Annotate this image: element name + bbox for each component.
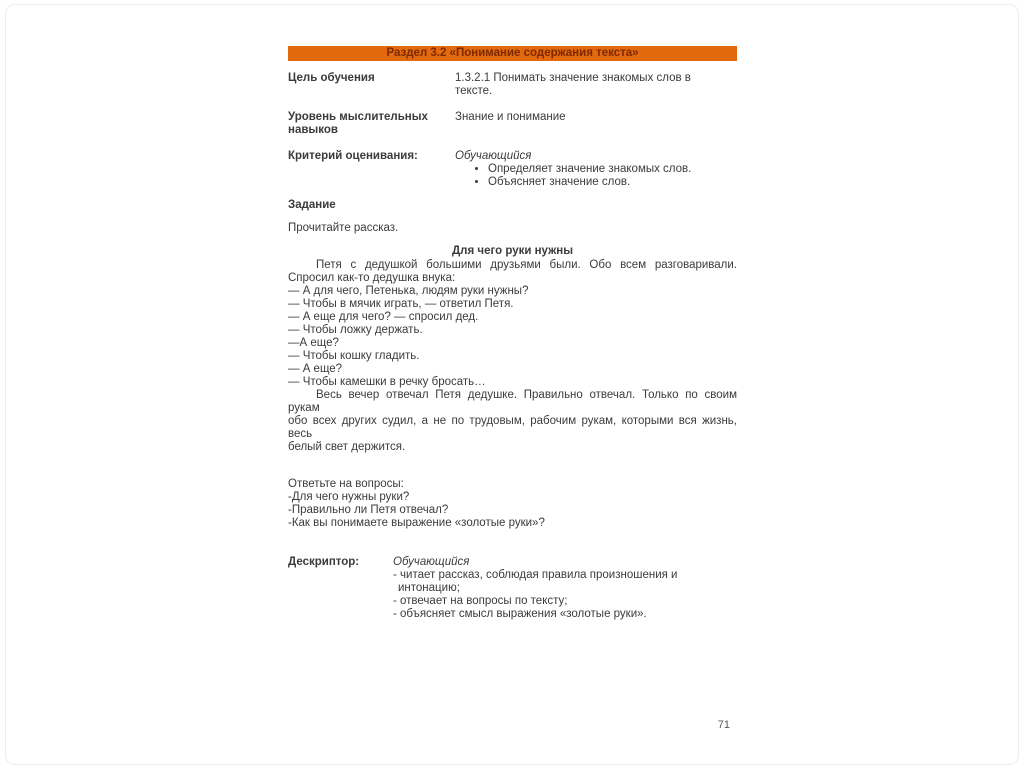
thinking-skills-label: Уровень мыслительных навыков [288,111,428,136]
questions-intro: Ответьте на вопросы: [288,478,404,490]
assessment-criteria-label: Критерий оценивания: [288,150,418,162]
story-text [288,259,737,454]
meta-row-assessment-criteria [288,150,737,189]
descriptor-line: интонацию; [398,582,460,594]
section-title: Раздел 3.2 «Понимание содержания текста» [386,47,639,59]
meta-row-learning-objective [288,72,737,98]
story-line: — Чтобы в мячик играть, — ответил Петя. [288,298,514,310]
story-title: Для чего руки нужны [451,245,574,257]
task-heading: Задание [288,199,336,211]
question-item: -Для чего нужны руки? [288,491,410,503]
story-line: — Чтобы камешки в речку бросать… [288,376,486,388]
question-item: -Правильно ли Петя отвечал? [288,504,449,516]
story-line: белый свет держится. [288,441,406,453]
meta-row-thinking-skills [288,111,737,137]
story-line: обо всех других судил, а не по трудовым, рабочим рукам, которыми вся жизнь, весь [288,415,737,440]
descriptor-body [393,556,737,621]
story-line: — А для чего, Петенька, людям руки нужны? [288,285,529,297]
section-header-bar [288,46,737,61]
descriptor-line: - читает рассказ, соблюдая правила произношения и [393,569,678,581]
story-line: — Чтобы кошку гладить. [288,350,420,362]
story-line: Спросил как-то дедушка внука: [288,272,456,284]
assessment-criteria-value [455,150,697,189]
criteria-bullet: • Определяет значение знакомых слов. [488,163,697,176]
page-number: 71 [717,719,730,731]
question-item: -Как вы понимаете выражение «золотые руки»? [288,517,545,529]
story-line: Весь вечер отвечал Петя дедушке. Правильно отвечал. Только по своим рукам [288,389,737,414]
criteria-bullet: • Объясняет значение слов. [488,176,697,189]
questions-block [288,478,737,530]
assessment-criteria-list [455,163,697,189]
descriptor-intro: Обучающийся [393,556,470,568]
thinking-skills-value: Знание и понимание [455,111,566,123]
descriptor-line: - объясняет смысл выражения «золотые руки». [393,608,647,620]
descriptor-label: Дескриптор: [288,556,360,568]
story-line: Петя с дедушкой большими друзьями были. Обо всем разговаривали. [316,259,737,271]
story-line: — А еще? [288,363,343,375]
descriptor-line: - отвечает на вопросы по тексту; [393,595,568,607]
descriptor-block [288,556,737,621]
slide-content [288,46,737,621]
task-intro: Прочитайте рассказ. [288,222,399,234]
story-line: — Чтобы ложку держать. [288,324,423,336]
learning-objective-value: 1.3.2.1 Понимать значение знакомых слов в тексте. [455,72,691,97]
learning-objective-label: Цель обучения [288,72,375,84]
assessment-criteria-intro: Обучающийся [455,150,532,162]
story-line: —А еще? [288,337,339,349]
story-line: — А еще для чего? — спросил дед. [288,311,479,323]
